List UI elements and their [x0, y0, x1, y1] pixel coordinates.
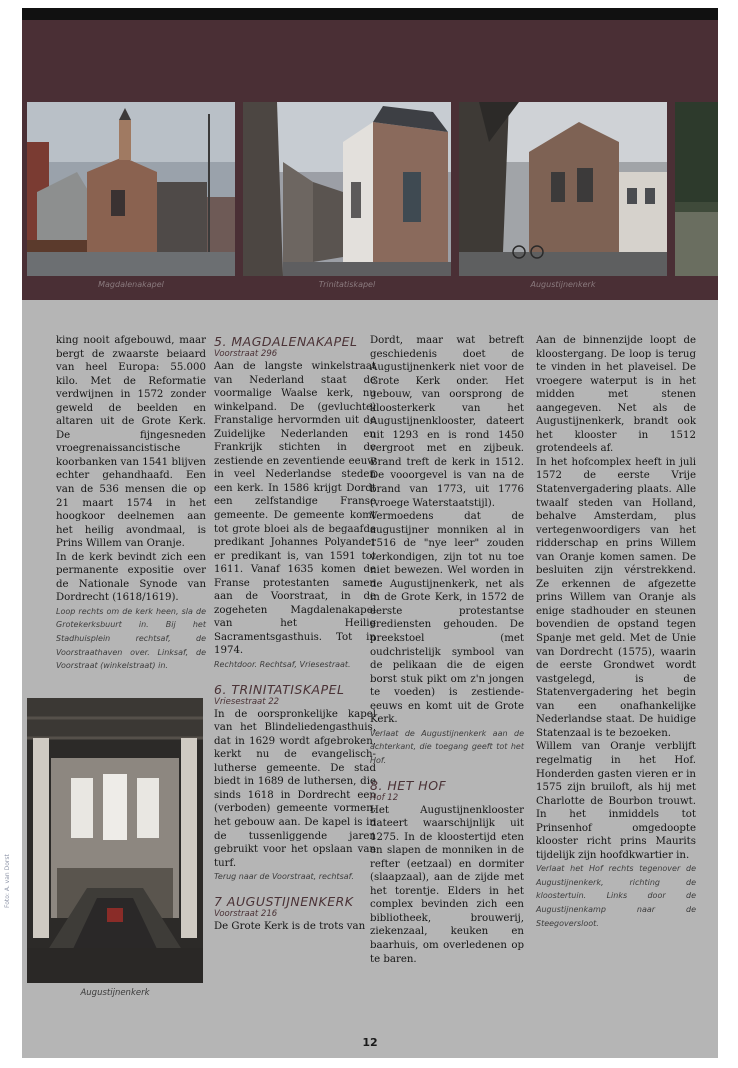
section-address: Voorstraat 216 [214, 908, 278, 919]
route-instruction: Rechtdoor. Rechtsaf, Vriesestraat. [214, 660, 351, 670]
route-instruction: Verlaat het Hof rechts tegenover de Augustijnenkerk, richting de kloostertuin. Links door de Augustijnenkamp naar de Steegoversloot. [536, 864, 696, 928]
section-heading-magdalenakapel: 5. MAGDALENAKAPEL [214, 334, 358, 349]
photo-credit: Foto: A. van Dorst [4, 854, 11, 908]
text-column-1 [56, 334, 206, 673]
photo-partial-right [675, 102, 718, 276]
photo-augustijnenkerk [459, 102, 667, 276]
photo-caption-magdalenakapel: Magdalenakapel [98, 280, 164, 289]
paragraph: Aan de langste winkelstraat van Nederland staat de voormalige Waalse kerk, nu winkelpand. De (gevluchte) Franstalige hervormden uit de Zuidelijke Nederlanden en Frankrijk stichten in de zestiende en zeventiende eeuw in veel Nederlandse steden een kerk. In 1586 krijgt Dordt een zelfstandige Franse gemeente. De gemeente komt tot grote bloei als de begaafde predikant Johannes Polyander er predikant is, van 1591 tot 1611. Vanaf 1635 komen de Franse protestanten samen aan de Voorstraat, in de zogeheten Magdalenakapel van het Heilig Sacramentsgasthuis. Tot in 1974. [214, 361, 376, 657]
route-instruction: Loop rechts om de kerk heen, sla de Grotekerksbuurt in. Bij het Stadhuisplein rechtsaf, de Voorstraathaven over. Linksaf, de Voorstraat (winkelstraat) in. [56, 606, 206, 671]
text-column-3 [370, 334, 524, 966]
section-heading-trinitatiskapel: 6. TRINITATISKAPEL [214, 681, 345, 697]
section-address: Hof 12 [370, 792, 399, 803]
paragraph: De Grote Kerk is de trots van [214, 920, 366, 932]
text-column-2 [214, 334, 376, 933]
section-heading-augustijnenkerk: 7 AUGUSTIJNENKERK [214, 893, 354, 909]
section-heading-het-hof: 8. HET HOF [370, 777, 447, 793]
section-address: Vriesestraat 22 [214, 696, 280, 707]
magazine-page [4, 8, 718, 1058]
paragraph: In de kerk bevindt zich een permanente expositie over de Nationale Synode van Dordrecht (1618/1619). [56, 551, 206, 604]
paragraph: Aan de binnenzijde loopt de kloostergang. De loop is terug te vinden in het plaveisel. De vroegere waterput is in het midden met stenen aangegeven. Net als de Augustijnenkerk, brandt ook het klooster in 1512 grotendeels af. [536, 335, 696, 455]
photo-magdalenakapel [27, 102, 235, 276]
photo-caption-interior: Augustijnenkerk [80, 988, 150, 998]
text-column-4 [536, 334, 696, 930]
paragraph: Vermoedens dat de augustijner monniken al in 1516 de "nye leer" zouden verkondigen, zijn tot nu toe niet bewezen. Wel worden in de Augustijnenkerk, net als in de Grote Kerk, in 1572 de eerste protestantse erediensten gehouden. De preekstoel (met oudchristelijk symbool van de pelikaan die de eigen borst stuk pikt om z'n jongen te voeden) is zestiende-eeuws en komt uit de Grote Kerk. [370, 511, 524, 726]
section-address: Voorstraat 296 [214, 349, 278, 359]
route-instruction: Terug naar de Voorstraat, rechtsaf. [214, 872, 354, 882]
paragraph: king nooit afgebouwd, maar bergt de zwaarste beiaard van heel Europa: 55.000 kilo. Met de Reformatie verdwijnen in 1572 zonder geweld de beelden en altaren uit de Grote Kerk. De fijngesneden vroegrenaissancistische koorbanken van 1541 blijven echter gehandhaafd. Een van de 536 mensen die op 21 maart 1574 in het hoogkoor deelnemen aan het heilig avondmaal, is Prins Willem van Oranje. [56, 335, 206, 550]
paragraph: Dordt, maar wat betreft geschiedenis doet de Augustijnenkerk niet voor de Grote Kerk onder. Het gebouw, van oorsprong de kloosterkerk van het Augustijnenklooster, dateert uit 1293 en is rond 1450 vergroot met en zijbeuk. Brand treft de kerk in 1512. De vooorgevel is van na de brand van 1773, uit 1776 (vroege Waterstaatstijl). [370, 335, 524, 509]
photo-caption-trinitatiskapel: Trinitatiskapel [318, 280, 376, 289]
photo-augustijnenkerk-interior [27, 698, 203, 983]
paragraph: In het hofcomplex heeft in juli 1572 de eerste Vrije Statenvergadering plaats. Alle twaalf steden van Holland, behalve Amsterdam, plus vertegenwoordigers van het ridderschap en prins Willem van Oranje komen samen. De besluiten zijn vérstrekkend. Ze erkennen de afgezette prins Willem van Oranje als enige stadhouder en steunen bovendien de opstand tegen Spanje met geld. Met de Unie van Dordrecht (1575), waarin de eerste Grondwet wordt vastgelegd, is de Statenvergadering het begin van een onafhankelijke Nederlandse staat. De huidige Statenzaal is te bezoeken. [536, 456, 696, 739]
paragraph: Willem van Oranje verblijft regelmatig in het Hof. Honderden gasten vieren er in 1575 zijn bruiloft, als hij met Charlotte de Bourbon trouwt. In het inmiddels tot Prinsenhof omgedoopte klooster richt prins Maurits tijdelijk zijn hoofdkwartier in. [536, 741, 696, 861]
paragraph: In de oorspronkelijke kapel van het Blindeliedengasthuis, dat in 1629 wordt afgebroken, kerkt nu de evangelisch-lutherse gemeente. De stad biedt in 1689 de luthersen, die sinds 1618 in Dordrecht een (verboden) gemeente vormen, het gebouw aan. De kapel is in de tussenliggende jaren gebruikt voor het opslaan van turf. [214, 708, 376, 869]
page-number: 12 [362, 1036, 378, 1049]
photo-caption-augustijnenkerk: Augustijnenkerk [530, 280, 596, 289]
paragraph: Het Augustijnenklooster dateert waarschijnlijk uit 1275. In de kloostertijd eten en slapen de monniken in de refter (eetzaal) en dormiter (slaapzaal), aan de zijde met het torentje. Elders in het complex bevinden zich een bibliotheek, brouwerij, ziekenzaal, keuken en baarhuis, om overledenen op te baren. [370, 804, 524, 965]
route-instruction: Verlaat de Augustijnenkerk aan de achterkant, die toegang geeft tot het Hof. [370, 728, 524, 765]
top-black-band [22, 8, 718, 20]
photo-trinitatiskapel [243, 102, 451, 276]
